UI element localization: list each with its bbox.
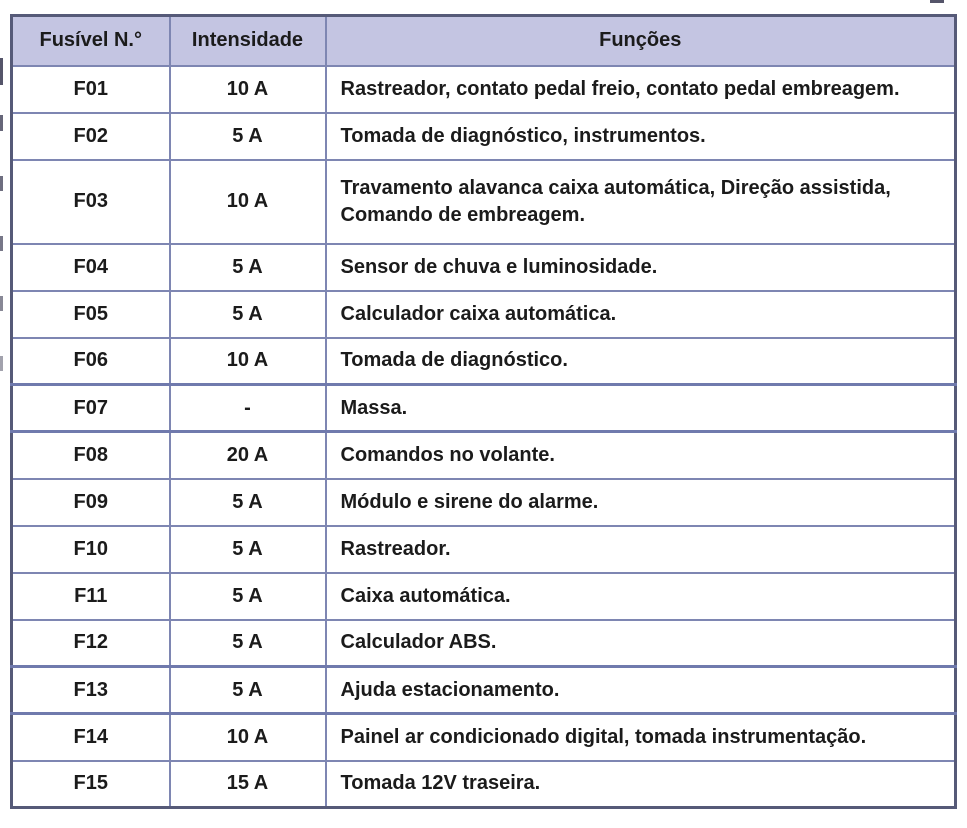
scan-artifact-left [0, 176, 3, 191]
amperage-cell: 5 A [170, 620, 326, 667]
fuse-id-cell: F14 [12, 714, 170, 761]
table-row [12, 291, 956, 338]
table-row [12, 714, 956, 761]
amperage-cell: 5 A [170, 291, 326, 338]
function-cell: Rastreador, contato pedal freio, contato pedal embreagem. [326, 66, 956, 113]
table-row [12, 160, 956, 244]
function-cell: Tomada de diagnóstico, instrumentos. [326, 113, 956, 160]
header-row [12, 16, 956, 66]
scan-artifact-top-right [930, 0, 944, 3]
fuse-id-cell: F02 [12, 113, 170, 160]
table-row [12, 526, 956, 573]
function-cell: Comandos no volante. [326, 432, 956, 479]
table-row [12, 620, 956, 667]
scan-artifact-left [0, 58, 3, 85]
scan-artifact-left [0, 236, 3, 251]
table-row [12, 667, 956, 714]
table-row [12, 479, 956, 526]
scan-artifact-left [0, 296, 3, 311]
table-row [12, 432, 956, 479]
function-cell: Calculador caixa automática. [326, 291, 956, 338]
fuse-id-cell: F08 [12, 432, 170, 479]
function-cell: Ajuda estacionamento. [326, 667, 956, 714]
amperage-cell: 5 A [170, 526, 326, 573]
fuse-id-cell: F12 [12, 620, 170, 667]
function-cell: Sensor de chuva e luminosidade. [326, 244, 956, 291]
table-row [12, 573, 956, 620]
fuse-table [10, 14, 957, 809]
fuse-id-cell: F07 [12, 385, 170, 432]
amperage-cell: 5 A [170, 113, 326, 160]
fuse-id-cell: F10 [12, 526, 170, 573]
fuse-id-cell: F15 [12, 761, 170, 808]
fuse-id-cell: F06 [12, 338, 170, 385]
amperage-cell: 10 A [170, 338, 326, 385]
table-row [12, 385, 956, 432]
function-cell: Tomada de diagnóstico. [326, 338, 956, 385]
table-row [12, 244, 956, 291]
function-cell: Rastreador. [326, 526, 956, 573]
fuse-id-cell: F04 [12, 244, 170, 291]
amperage-cell: 5 A [170, 244, 326, 291]
function-cell: Massa. [326, 385, 956, 432]
fuse-id-cell: F01 [12, 66, 170, 113]
scan-artifact-left [0, 115, 3, 131]
scan-artifact-left [0, 356, 3, 371]
function-cell: Travamento alavanca caixa automática, Direção assistida, Comando de embreagem. [326, 160, 956, 244]
amperage-cell: 10 A [170, 714, 326, 761]
column-header-fuse-number: Fusível N.° [12, 16, 170, 66]
function-cell: Tomada 12V traseira. [326, 761, 956, 808]
fuse-id-cell: F03 [12, 160, 170, 244]
amperage-cell: 5 A [170, 667, 326, 714]
amperage-cell: 10 A [170, 66, 326, 113]
function-cell: Calculador ABS. [326, 620, 956, 667]
amperage-cell: 5 A [170, 479, 326, 526]
fuse-id-cell: F05 [12, 291, 170, 338]
column-header-functions: Funções [326, 16, 956, 66]
fuse-id-cell: F11 [12, 573, 170, 620]
column-header-amperage: Intensidade [170, 16, 326, 66]
amperage-cell: - [170, 385, 326, 432]
table-row [12, 66, 956, 113]
function-cell: Caixa automática. [326, 573, 956, 620]
amperage-cell: 10 A [170, 160, 326, 244]
fuse-id-cell: F13 [12, 667, 170, 714]
function-cell: Painel ar condicionado digital, tomada instrumentação. [326, 714, 956, 761]
amperage-cell: 5 A [170, 573, 326, 620]
amperage-cell: 15 A [170, 761, 326, 808]
fuse-id-cell: F09 [12, 479, 170, 526]
table-row [12, 338, 956, 385]
table-row [12, 113, 956, 160]
amperage-cell: 20 A [170, 432, 326, 479]
table-row [12, 761, 956, 808]
function-cell: Módulo e sirene do alarme. [326, 479, 956, 526]
